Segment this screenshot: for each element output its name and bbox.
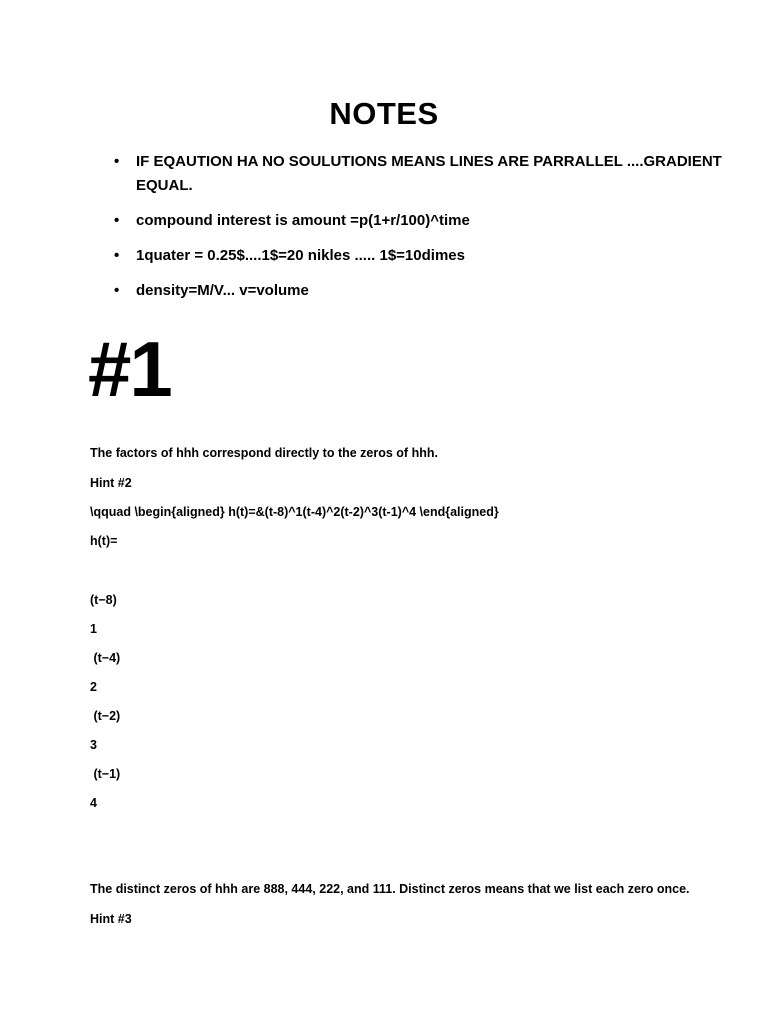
list-item — [114, 209, 734, 233]
factor-text: (t−1) — [90, 767, 121, 781]
bullet-icon: • — [114, 282, 120, 299]
latex-source-text: \qquad \begin{aligned} h(t)=&(t-8)^1(t-4)^2(t-2)^3(t-1)^4 \end{aligned} — [90, 505, 499, 519]
function-label: h(t)= — [90, 534, 118, 548]
bullet-icon: • — [114, 247, 120, 264]
body-text-distinct-zeros: The distinct zeros of hhh are 888, 444, 222, and 111. Distinct zeros means that we list each zero once. — [90, 882, 690, 896]
bullet-icon: • — [114, 212, 120, 229]
notes-list — [114, 150, 734, 314]
list-item — [114, 244, 734, 268]
list-item — [114, 150, 734, 198]
body-text-factors: The factors of hhh correspond directly to the zeros of hhh. — [90, 446, 438, 460]
page-title: NOTES — [329, 96, 439, 131]
factor-text: (t−8) — [90, 593, 117, 607]
list-item-text: density=M/V... v=volume — [136, 282, 309, 299]
factor-text: (t−4) — [90, 651, 121, 665]
list-item-text: compound interest is amount =p(1+r/100)^time — [136, 212, 470, 229]
list-item-text: 1quater = 0.25$....1$=20 nikles ..... 1$=10dimes — [136, 247, 465, 264]
list-item — [114, 279, 734, 303]
exponent-text: 3 — [90, 738, 97, 752]
bullet-icon: • — [114, 153, 120, 170]
list-item-text: IF EQAUTION HA NO SOULUTIONS MEANS LINES ARE PARRALLEL ....GRADIENT EQUAL. — [136, 153, 722, 194]
hint-label: Hint #2 — [90, 476, 132, 490]
section-heading: #1 — [88, 325, 171, 413]
factor-text: (t−2) — [90, 709, 121, 723]
hint-label: Hint #3 — [90, 912, 132, 926]
exponent-text: 4 — [90, 796, 97, 810]
exponent-text: 1 — [90, 622, 97, 636]
exponent-text: 2 — [90, 680, 97, 694]
